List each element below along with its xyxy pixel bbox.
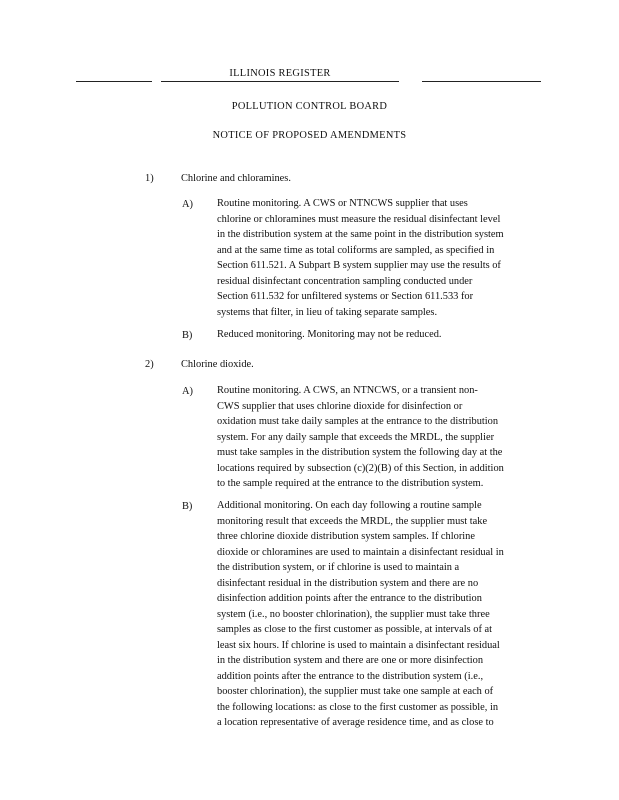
subsection-letter: B) — [182, 501, 193, 512]
notice-title: NOTICE OF PROPOSED AMENDMENTS — [212, 130, 407, 141]
subsection-letter: A) — [182, 199, 193, 210]
subsection-letter: B) — [182, 330, 193, 341]
subsection-text: Routine monitoring. A CWS or NTNCWS supplier that uses chlorine or chloramines must measure the residual disinfectant level in the distribution system at the same point in the distribution system and at the same time as total coliforms are sampled, as specified in Section 611.521. A Subpart B system supplier may use the results of residual disinfectant concentration sampling conducted under Section 611.532 for unfiltered systems or Section 611.533 for systems that filter, in lieu of taking separate samples. — [217, 198, 504, 318]
section-label: Chlorine and chloramines. — [181, 173, 291, 184]
subsection-letter: A) — [182, 386, 193, 397]
header-rule-center — [161, 81, 399, 82]
register-title: ILLINOIS REGISTER — [229, 68, 331, 79]
section-label: Chlorine dioxide. — [181, 359, 254, 370]
subsection-text: Additional monitoring. On each day following a routine sample monitoring result that exceeds the MRDL, the supplier must take three chlorine dioxide distribution system samples. If chlorine dioxide or chloramines are used to maintain a disinfectant residual in the distribution system, or if chlorine is used to maintain a disinfectant residual in the distribution system and there are no disinfection addition points after the entrance to the distribution system (i.e., no booster chlorination), the supplier must take three samples as close to the first customer as possible, at intervals of at least six hours. If chlorine is used to maintain a disinfectant residual in the distribution system and there are one or more disinfection addition points after the entrance to the distribution system (i.e., booster chlorination), the supplier must take one sample at each of the following locations: as close to the first customer as possible, in a location representative of average residence time, and as close to — [217, 500, 504, 728]
section-number: 1) — [145, 173, 154, 184]
board-title: POLLUTION CONTROL BOARD — [231, 101, 388, 112]
subsection-text: Routine monitoring. A CWS, an NTNCWS, or a transient non- CWS supplier that uses chlorine dioxide for disinfection or oxidation must take daily samples at the entrance to the distribution system. For any daily sample that exceeds the MRDL, the supplier must take samples in the distribution system the following day at the locations required by subsection (c)(2)(B) of this Section, in addition to the sample required at the entrance to the distribution system. — [217, 385, 504, 489]
section-number: 2) — [145, 359, 154, 370]
header-rule-left — [76, 81, 152, 82]
header-rule-right — [422, 81, 541, 82]
subsection-text: Reduced monitoring. Monitoring may not be reduced. — [217, 329, 442, 340]
